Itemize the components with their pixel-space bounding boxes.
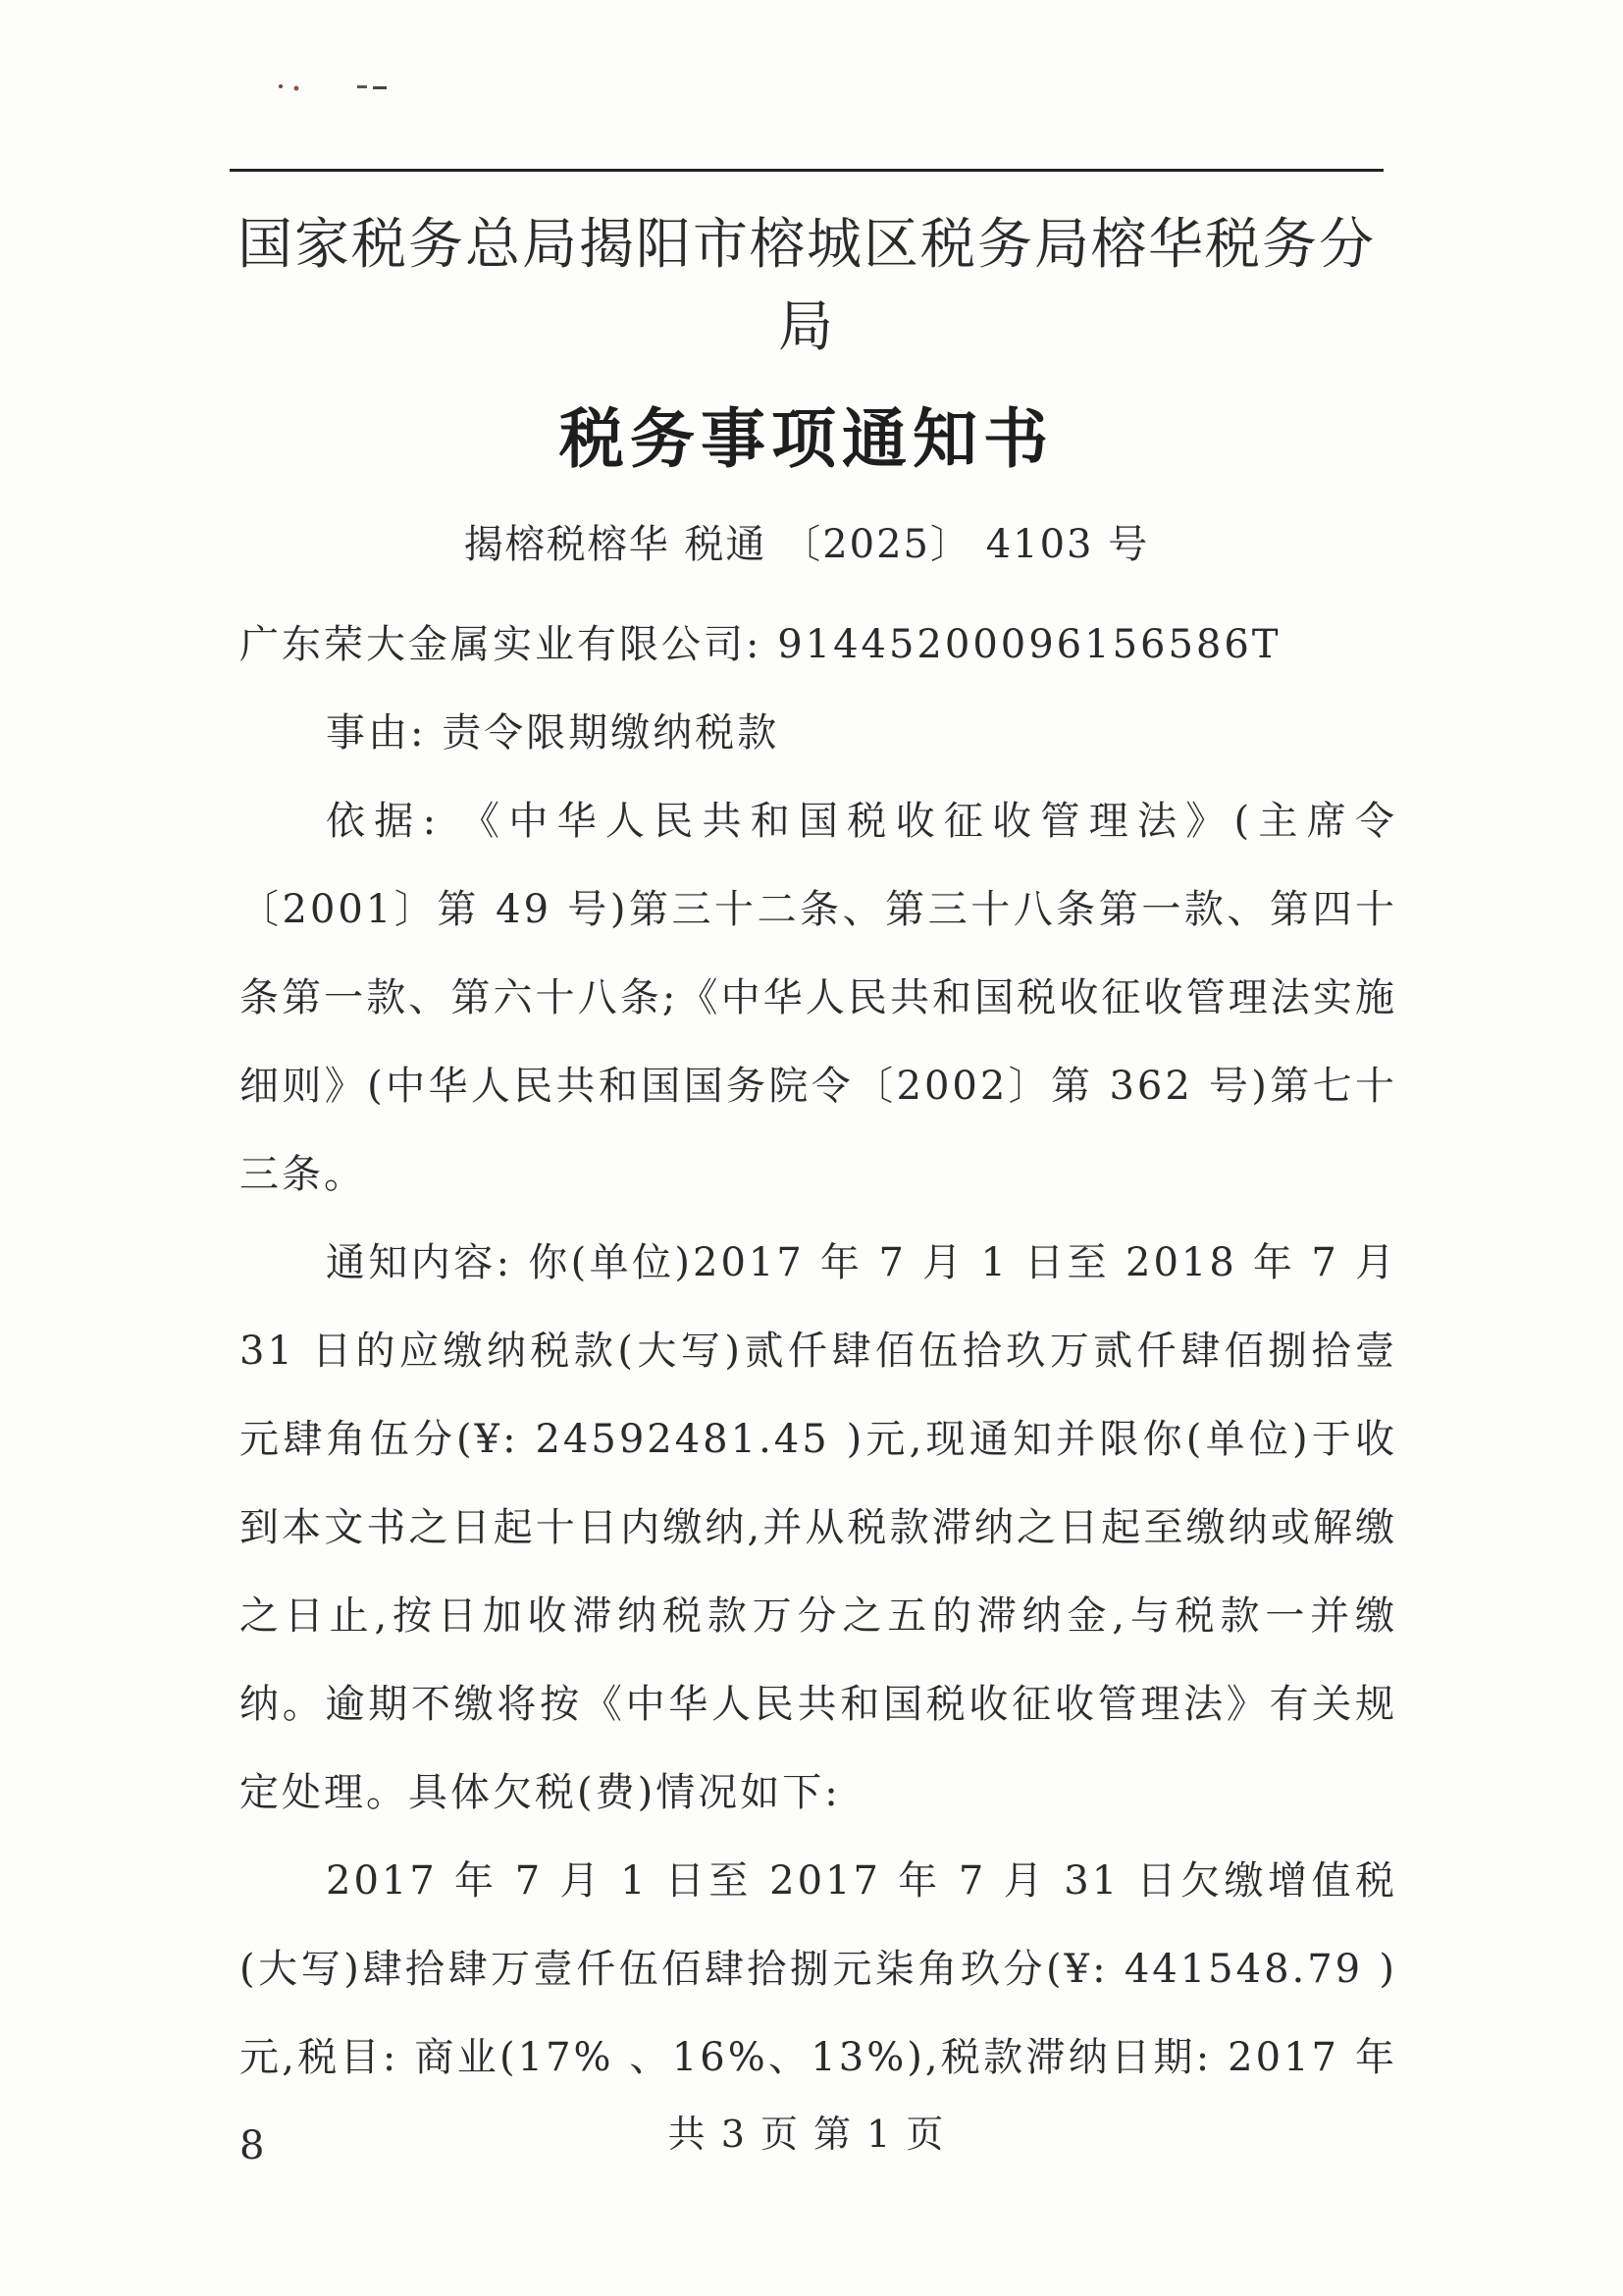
matter-line: 事由: 责令限期缴纳税款 <box>326 710 780 756</box>
arrears-detail-paragraph: 2017 年 7 月 1 日至 2017 年 7 月 31 日欠缴增值税(大写)肆拾肆万壹仟伍佰肆拾捌元柒角玖分(¥: 441548.79 )元,税目: 商业(17% 、16%、13%),税款滞纳日期: 2017 年 8 <box>239 1858 1397 2168</box>
document-title: 税务事项通知书 <box>559 401 1054 477</box>
page-number: 共 3 页 第 1 页 <box>667 2113 946 2156</box>
notice-content-paragraph: 通知内容: 你(单位)2017 年 7 月 1 日至 2018 年 7 月 31 日的应缴纳税款(大写)贰仟肆佰伍拾玖万贰仟肆佰捌拾壹元肆角伍分(¥: 24592481.45 )元,现通知并限你(单位)于收到本文书之日起十日内缴纳,并从税款滞纳之日起至缴纳或解缴之日止,按日加收滞纳税款万分之五的滞纳金,与税款一并缴纳。逾期不缴将按《中华人民共和国税收征收管理法》有关规定处理。具体欠税(费)情况如下: <box>239 1240 1397 1815</box>
header-rule <box>230 169 1384 172</box>
scan-specks <box>275 77 412 96</box>
legal-basis-paragraph: 依据: 《中华人民共和国税收征收管理法》(主席令〔2001〕第 49 号)第三十二条、第三十八条第一款、第四十条第一款、第六十八条;《中华人民共和国税收征收管理法实施细则》(中华人民共和国国务院令〔2002〕第 362 号)第七十三条。 <box>239 799 1397 1197</box>
document-body <box>239 600 1397 2190</box>
document-number: 揭榕税榕华 税通 〔2025〕 4103 号 <box>463 522 1150 567</box>
recipient-line: 广东荣大金属实业有限公司: 91445200096156586T <box>239 622 1282 667</box>
issuing-authority: 国家税务总局揭阳市榕城区税务局榕华税务分局 <box>237 213 1376 359</box>
